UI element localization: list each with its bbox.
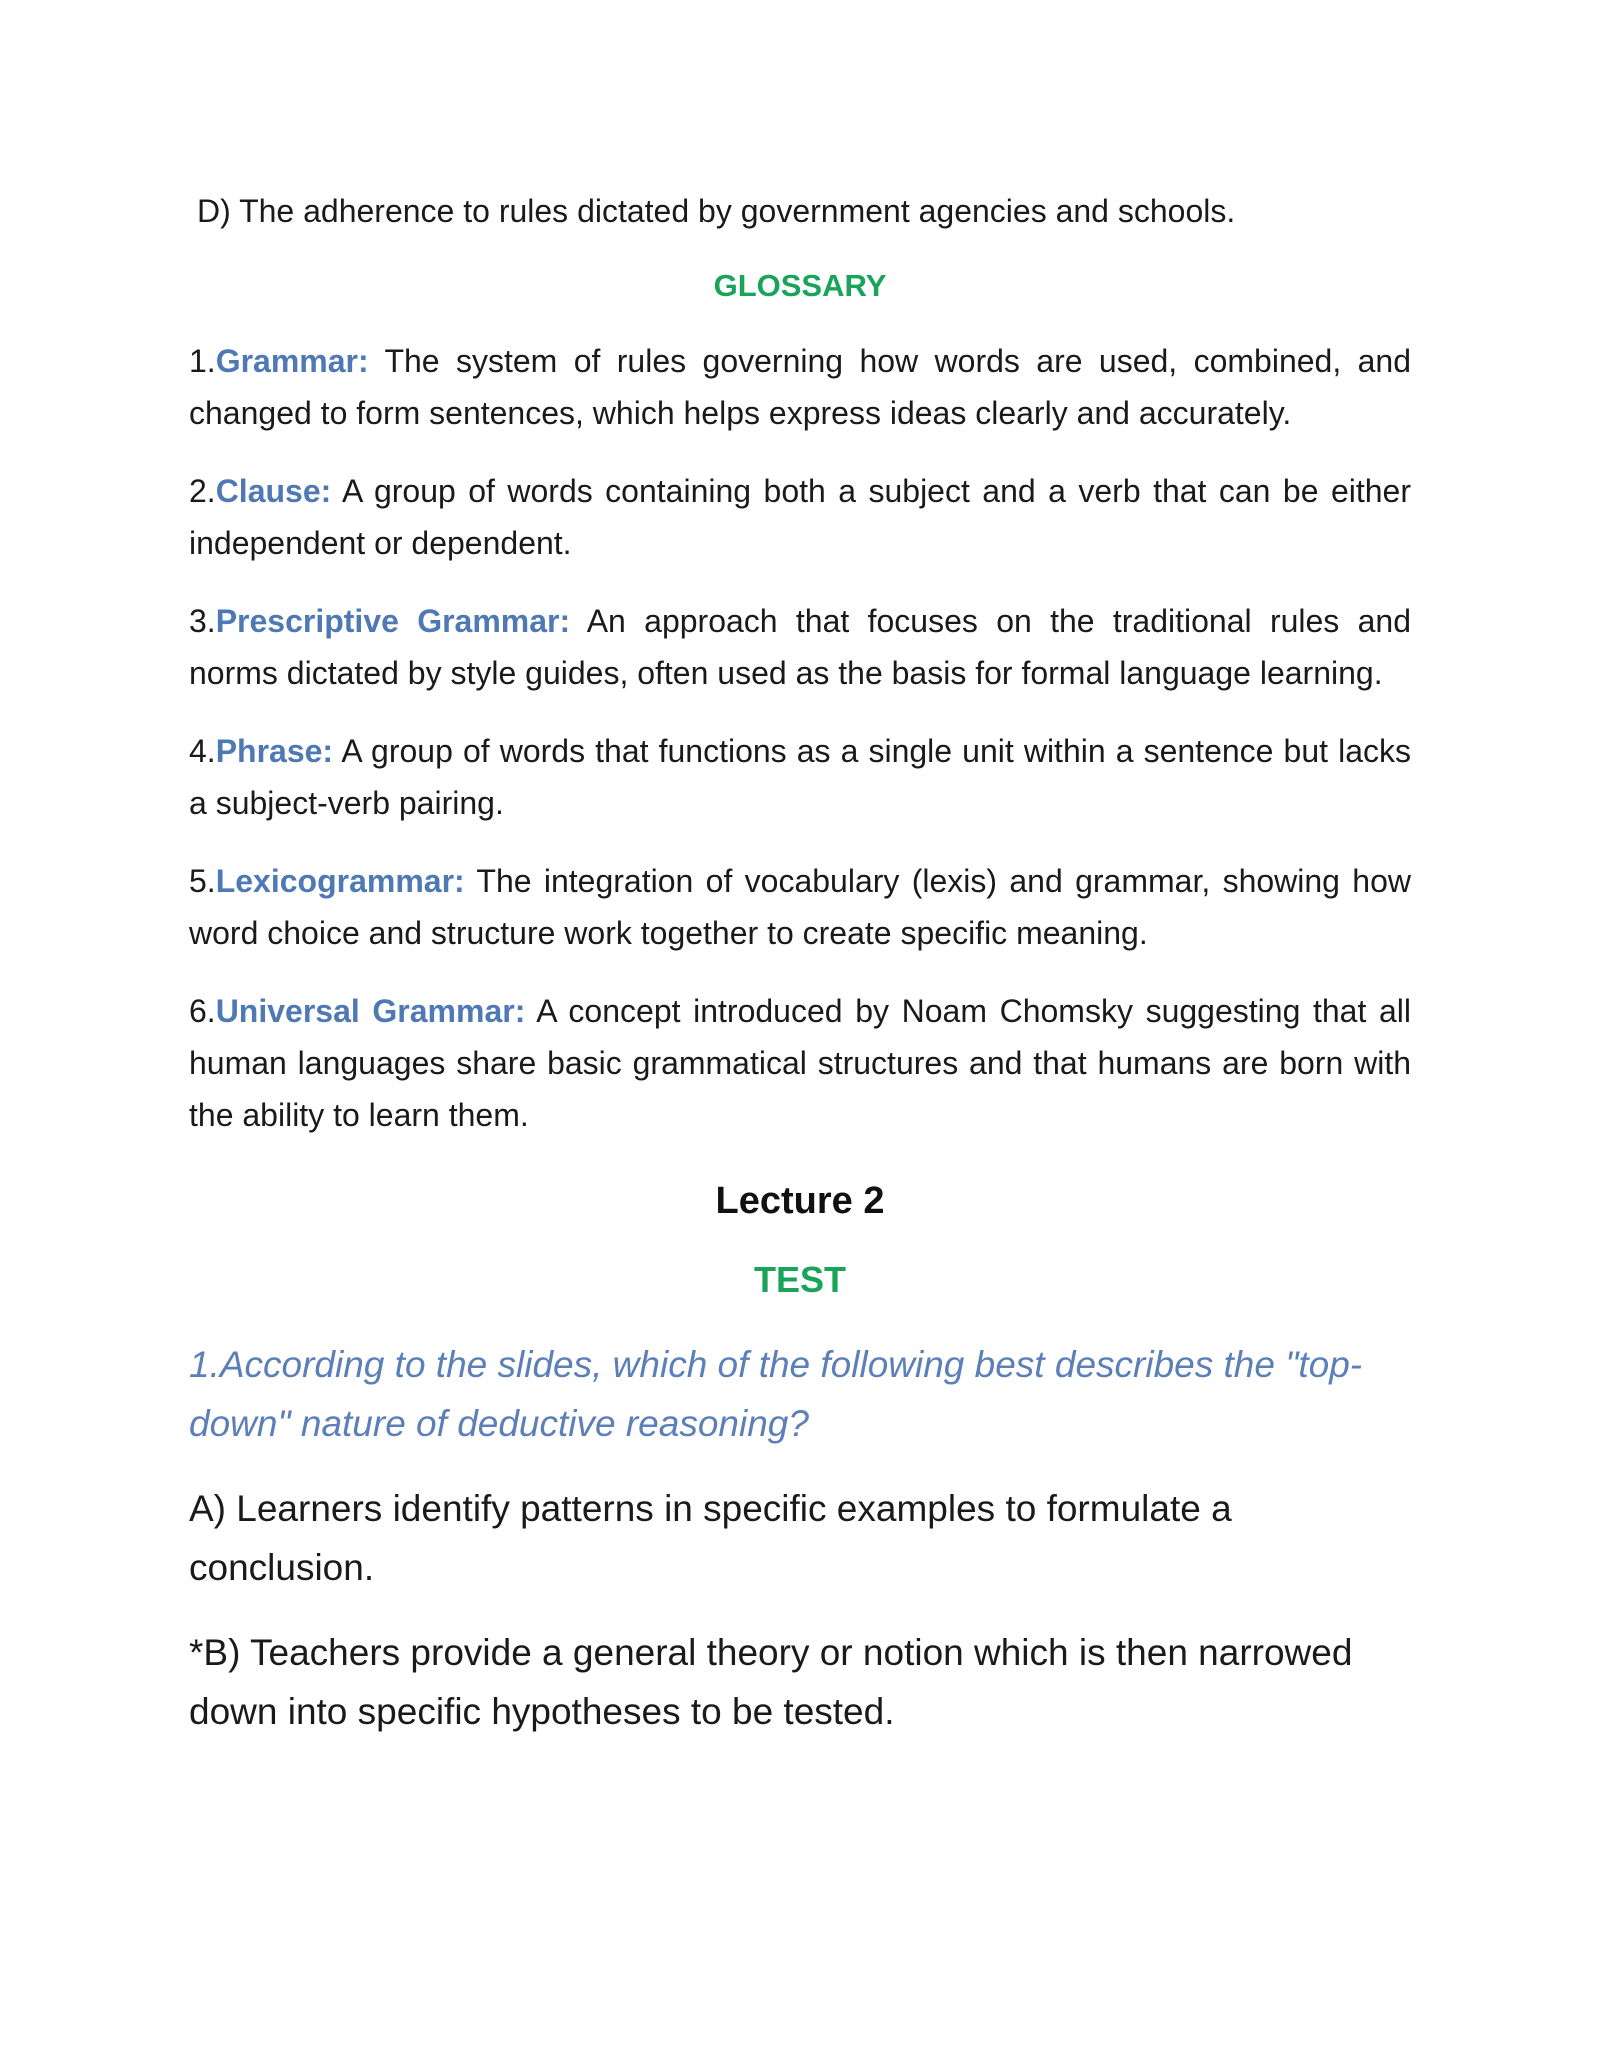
glossary-item-number: 6.	[189, 993, 216, 1029]
glossary-term: Grammar:	[215, 343, 369, 379]
glossary-item-grammar	[189, 335, 1411, 439]
glossary-item-number: 4.	[189, 733, 216, 769]
glossary-item-number: 2.	[189, 473, 216, 509]
glossary-term: Clause:	[215, 473, 332, 509]
glossary-item-universal-grammar	[189, 985, 1411, 1141]
glossary-definition: A group of words that functions as a single unit within a sentence but lacks a subject-verb pairing.	[189, 733, 1411, 821]
glossary-item-number: 1.	[189, 343, 216, 379]
glossary-item-clause	[189, 465, 1411, 569]
glossary-term: Phrase:	[215, 733, 334, 769]
glossary-item-number: 3.	[189, 603, 216, 639]
glossary-definition: A concept introduced by Noam Chomsky suggesting that all human languages share basic grammatical structures and that humans are born with the ability to learn them.	[189, 993, 1412, 1133]
glossary-definition: The integration of vocabulary (lexis) and grammar, showing how word choice and structure work together to create specific meaning.	[189, 863, 1411, 951]
glossary-item-number: 5.	[189, 863, 216, 899]
test-question: 1.According to the slides, which of the following best describes the "top-down" nature of deductive reasoning?	[189, 1344, 1363, 1444]
previous-answer-option: D) The adherence to rules dictated by government agencies and schools.	[197, 193, 1236, 229]
answer-option-a: A) Learners identify patterns in specific examples to formulate a conclusion.	[189, 1488, 1232, 1588]
document-page	[189, 185, 1411, 1767]
glossary-heading: GLOSSARY	[713, 268, 887, 303]
test-heading: TEST	[753, 1259, 846, 1300]
glossary-item-prescriptive-grammar	[189, 595, 1411, 699]
glossary-term: Lexicogrammar:	[215, 863, 465, 899]
glossary-item-phrase	[189, 725, 1411, 829]
glossary-item-lexicogrammar	[189, 855, 1411, 959]
glossary-definition: The system of rules governing how words are used, combined, and changed to form sentences, which helps express ideas clearly and accurately.	[189, 343, 1411, 431]
glossary-term: Prescriptive Grammar:	[215, 603, 571, 639]
glossary-definition: A group of words containing both a subject and a verb that can be either independent or dependent.	[189, 473, 1411, 561]
answer-option-b: *B) Teachers provide a general theory or notion which is then narrowed down into specific hypotheses to be tested.	[189, 1632, 1353, 1732]
glossary-definition: An approach that focuses on the traditional rules and norms dictated by style guides, often used as the basis for formal language learning.	[189, 603, 1412, 691]
lecture-title: Lecture 2	[715, 1180, 885, 1222]
glossary-term: Universal Grammar:	[215, 993, 526, 1029]
